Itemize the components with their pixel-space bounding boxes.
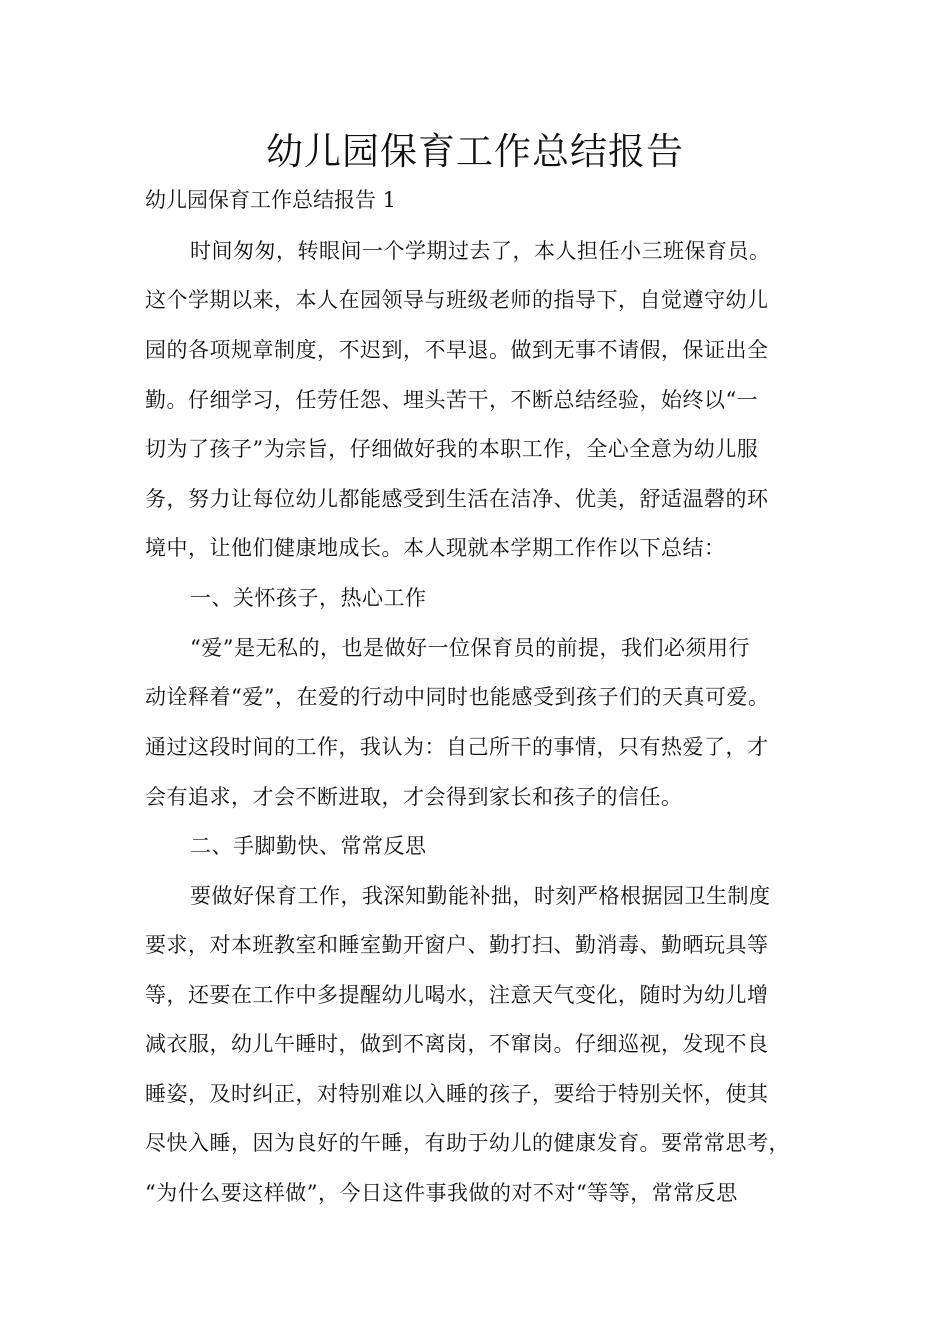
paragraph-line: 时间匆匆，转眼间一个学期过去了，本人担任小三班保育员。	[190, 239, 771, 263]
paragraph-line: 尽快入睡，因为良好的午睡，有助于幼儿的健康发育。要常常思考，	[145, 1131, 790, 1155]
paragraph-line: 境中，让他们健康地成长。本人现就本学期工作作以下总结：	[145, 536, 726, 560]
paragraph-line: 睡姿，及时纠正，对特别难以入睡的孩子，要给于特别关怀，使其	[145, 1082, 769, 1106]
paragraph-line: 务，努力让每位幼儿都能感受到生活在洁净、优美，舒适温磬的环	[145, 487, 769, 511]
section-heading: 二、手脚勤快、常常反思	[190, 834, 427, 858]
paragraph-line: 勤。仔细学习，任劳任怨、埋头苦干，不断总结经验，始终以“一	[145, 388, 759, 412]
paragraph-line: 动诠释着“爱”，在爱的行动中同时也能感受到孩子们的天真可爱。	[145, 685, 770, 709]
paragraph-line: 要求，对本班教室和睡室勤开窗户、勤打扫、勤消毒、勤晒玩具等	[145, 933, 769, 957]
document-subtitle: 幼儿园保育工作总结报告 1	[145, 188, 397, 212]
paragraph-line: 会有追求，才会不断进取，才会得到家长和孩子的信任。	[145, 785, 683, 809]
paragraph-line: 园的各项规章制度，不迟到，不早退。做到无事不请假，保证出全	[145, 338, 769, 362]
paragraph-line: 减衣服，幼儿午睡时，做到不离岗，不窜岗。仔细巡视，发现不良	[145, 1032, 769, 1056]
paragraph-line: 切为了孩子”为宗旨，仔细做好我的本职工作，全心全意为幼儿服	[145, 437, 759, 461]
paragraph-line: “爱”是无私的，也是做好一位保育员的前提，我们必须用行	[190, 636, 750, 660]
section-heading: 一、关怀孩子，热心工作	[190, 586, 427, 610]
paragraph-line: 等，还要在工作中多提醒幼儿喝水，注意天气变化，随时为幼儿增	[145, 983, 769, 1007]
document-title: 幼儿园保育工作总结报告	[266, 130, 684, 173]
paragraph-line: “为什么要这样做”，今日这件事我做的对不对“等等，常常反思	[145, 1181, 738, 1205]
paragraph-line: 通过这段时间的工作，我认为：自己所干的事情，只有热爱了，才	[145, 735, 769, 759]
paragraph-line: 要做好保育工作，我深知勤能补拙，时刻严格根据园卫生制度	[190, 884, 771, 908]
paragraph-line: 这个学期以来，本人在园领导与班级老师的指导下，自觉遵守幼儿	[145, 288, 769, 312]
